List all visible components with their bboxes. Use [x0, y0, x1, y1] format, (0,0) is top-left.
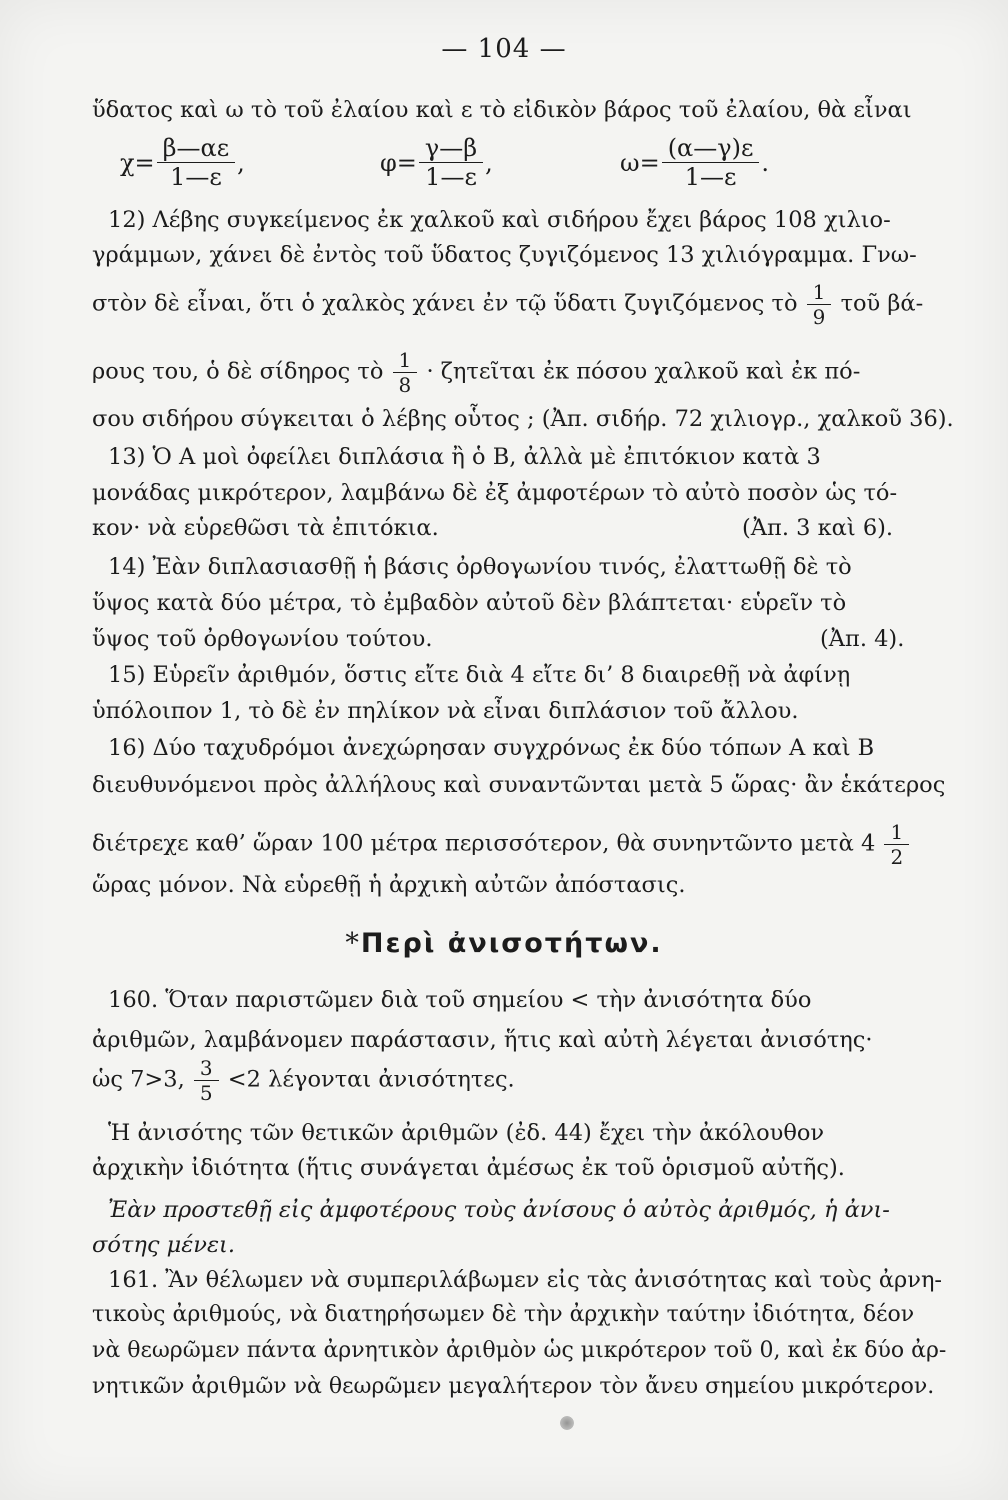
text-span: ὡς 7>3, — [92, 1066, 185, 1093]
text-span: τοῦ βά- — [840, 290, 924, 317]
text-line: 14) Ἐὰν διπλασιασθῇ ἡ βάσις ὀρθογωνίου τινός, ἐλαττωθῇ δὲ τὸ — [108, 554, 852, 580]
text-line: 161. Ἂν θέλωμεν νὰ συμπεριλάβωμεν εἰς τὰς ἀνισότητας καὶ τοὺς ἀρνη- — [108, 1267, 943, 1293]
answer: (Ἀπ. 4). — [820, 626, 905, 652]
text-line — [92, 1058, 952, 1103]
fraction — [393, 350, 418, 395]
text-span: · ζητεῖται ἐκ πόσου χαλκοῦ καὶ ἐκ πό- — [426, 358, 861, 385]
text-line: σου σιδήρου σύγκειται ὁ λέβης οὗτος ; (Ἀπ. σιδήρ. 72 χιλιογρ., χαλκοῦ 36). — [92, 406, 954, 432]
text-line — [92, 350, 952, 395]
text-line: Ἡ ἀνισότης τῶν θετικῶν ἀριθμῶν (ἐδ. 44) ἔχει τὴν ἀκόλουθον — [108, 1120, 825, 1146]
fraction — [807, 282, 832, 327]
text-line: 15) Εὑρεῖν ἀριθμόν, ὅστις εἴτε διὰ 4 εἴτε δι’ 8 διαιρεθῇ νὰ ἀφίνῃ — [108, 662, 851, 688]
text-line: ὕψος κατὰ δύο μέτρα, τὸ ἐμβαδὸν αὐτοῦ δὲν βλάπτεται· εὑρεῖν τὸ — [92, 590, 847, 616]
title-star: * — [345, 928, 361, 959]
formula-x — [120, 136, 245, 189]
denominator: 1—ε — [684, 163, 737, 191]
fraction — [884, 822, 909, 867]
numerator: (α—γ)ε — [662, 136, 760, 163]
denominator: 1—ε — [425, 163, 477, 191]
title-text: Περὶ ἀνισοτήτων. — [360, 928, 663, 959]
formula-tail: , — [485, 148, 493, 177]
formula-tail: , — [237, 148, 245, 177]
fraction — [157, 136, 236, 189]
fraction — [419, 136, 483, 189]
text-line: νητικῶν ἀριθμῶν νὰ θεωρῶμεν μεγαλήτερον τὸν ἄνευ σημείου μικρότερον. — [92, 1374, 935, 1399]
formula-phi — [380, 136, 493, 189]
numerator: 1 — [807, 282, 832, 305]
text-line: διευθυνόμενοι πρὸς ἀλλήλους καὶ συναντῶνται μετὰ 5 ὥρας· ἂν ἑκάτερος — [92, 772, 946, 798]
formula-row — [120, 136, 820, 198]
denominator: 2 — [890, 845, 904, 869]
text-span: διέτρεχε καθ’ ὥραν 100 μέτρα περισσότερον, θὰ συνηντῶντο μετὰ 4 — [92, 830, 876, 857]
text-line: ὥρας μόνον. Νὰ εὑρεθῇ ἡ ἀρχικὴ αὐτῶν ἀπόστασις. — [92, 872, 686, 898]
denominator: 8 — [398, 373, 412, 397]
numerator: 3 — [194, 1058, 219, 1081]
numerator: 1 — [393, 350, 418, 373]
text-span: κον· νὰ εὑρεθῶσι τὰ ἐπιτόκια. — [92, 515, 439, 541]
text-span: στὸν δὲ εἶναι, ὅτι ὁ χαλκὸς χάνει ἐν τῷ ὕδατι ζυγιζόμενος τὸ — [92, 290, 798, 317]
text-span: ρους του, ὁ δὲ σίδηρος τὸ — [92, 358, 384, 385]
text-line: ὕδατος καὶ ω τὸ τοῦ ἐλαίου καὶ ε τὸ εἰδικὸν βάρος τοῦ ἐλαίου, θὰ εἶναι — [92, 97, 912, 123]
formula-omega — [620, 136, 769, 189]
text-span: ὕψος τοῦ ὀρθογωνίου τούτου. — [92, 626, 433, 652]
denominator: 1—ε — [170, 163, 222, 191]
fraction — [662, 136, 760, 189]
numerator: β—αε — [157, 136, 236, 163]
text-span: <2 λέγονται ἀνισότητες. — [227, 1066, 515, 1093]
numerator: 1 — [884, 822, 909, 845]
text-line — [92, 513, 952, 543]
text-line — [92, 282, 952, 327]
text-line: γράμμων, χάνει δὲ ἐντὸς τοῦ ὕδατος ζυγιζόμενος 13 χιλιόγραμμα. Γνω- — [92, 242, 917, 268]
text-line: νὰ θεωρῶμεν πάντα ἀρνητικὸν ἀριθμὸν ὡς μικρότερον τοῦ 0, καὶ ἐκ δύο ἀρ- — [92, 1338, 947, 1363]
denominator: 9 — [812, 305, 826, 329]
numerator: γ—β — [419, 136, 483, 163]
text-line: ἀριθμῶν, λαμβάνομεν παράστασιν, ἥτις καὶ αὐτὴ λέγεται ἀνισότης· — [92, 1027, 873, 1053]
text-line: 160. Ὅταν παριστῶμεν διὰ τοῦ σημείου < τὴν ἀνισότητα δύο — [108, 987, 812, 1013]
text-line: μονάδας μικρότερον, λαμβάνω δὲ ἐξ ἀμφοτέρων τὸ αὐτὸ ποσὸν ὡς τό- — [92, 480, 898, 506]
text-line: 16) Δύο ταχυδρόμοι ἀνεχώρησαν συγχρόνως ἐκ δύο τόπων Α καὶ Β — [108, 735, 875, 761]
formula-tail: . — [761, 148, 770, 177]
text-line: ὑπόλοιπον 1, τὸ δὲ ἐν πηλίκον νὰ εἶναι διπλάσιον τοῦ ἄλλου. — [92, 698, 799, 724]
section-title — [0, 928, 1008, 959]
answer: (Ἀπ. 3 καὶ 6). — [742, 515, 894, 541]
text-line: 13) Ὁ Α μοὶ ὀφείλει διπλάσια ἢ ὁ Β, ἀλλὰ μὲ ἐπιτόκιον κατὰ 3 — [108, 444, 821, 470]
fraction — [194, 1058, 219, 1103]
text-line: Ἐὰν προστεθῇ εἰς ἀμφοτέρους τοὺς ἀνίσους ὁ αὐτὸς ἀριθμός, ἡ ἀνι- — [108, 1197, 890, 1223]
ink-blot — [560, 1416, 574, 1430]
page-number: — 104 — — [441, 34, 567, 64]
text-line: ἀρχικὴν ἰδιότητα (ἥτις συνάγεται ἀμέσως ἐκ τοῦ ὁρισμοῦ αὐτῆς). — [92, 1155, 845, 1181]
text-line: τικοὺς ἀριθμούς, νὰ διατηρήσωμεν δὲ τὴν ἀρχικὴν ταύτην ἰδιότητα, δέον — [92, 1302, 915, 1327]
text-line — [92, 822, 952, 867]
text-line — [92, 624, 952, 654]
denominator: 5 — [199, 1081, 213, 1105]
formula-lhs: χ= — [120, 148, 155, 177]
text-line: σότης μένει. — [92, 1232, 236, 1258]
formula-lhs: φ= — [380, 148, 417, 177]
text-line: 12) Λέβης συγκείμενος ἐκ χαλκοῦ καὶ σιδήρου ἔχει βάρος 108 χιλιο- — [108, 207, 891, 233]
formula-lhs: ω= — [620, 148, 660, 177]
